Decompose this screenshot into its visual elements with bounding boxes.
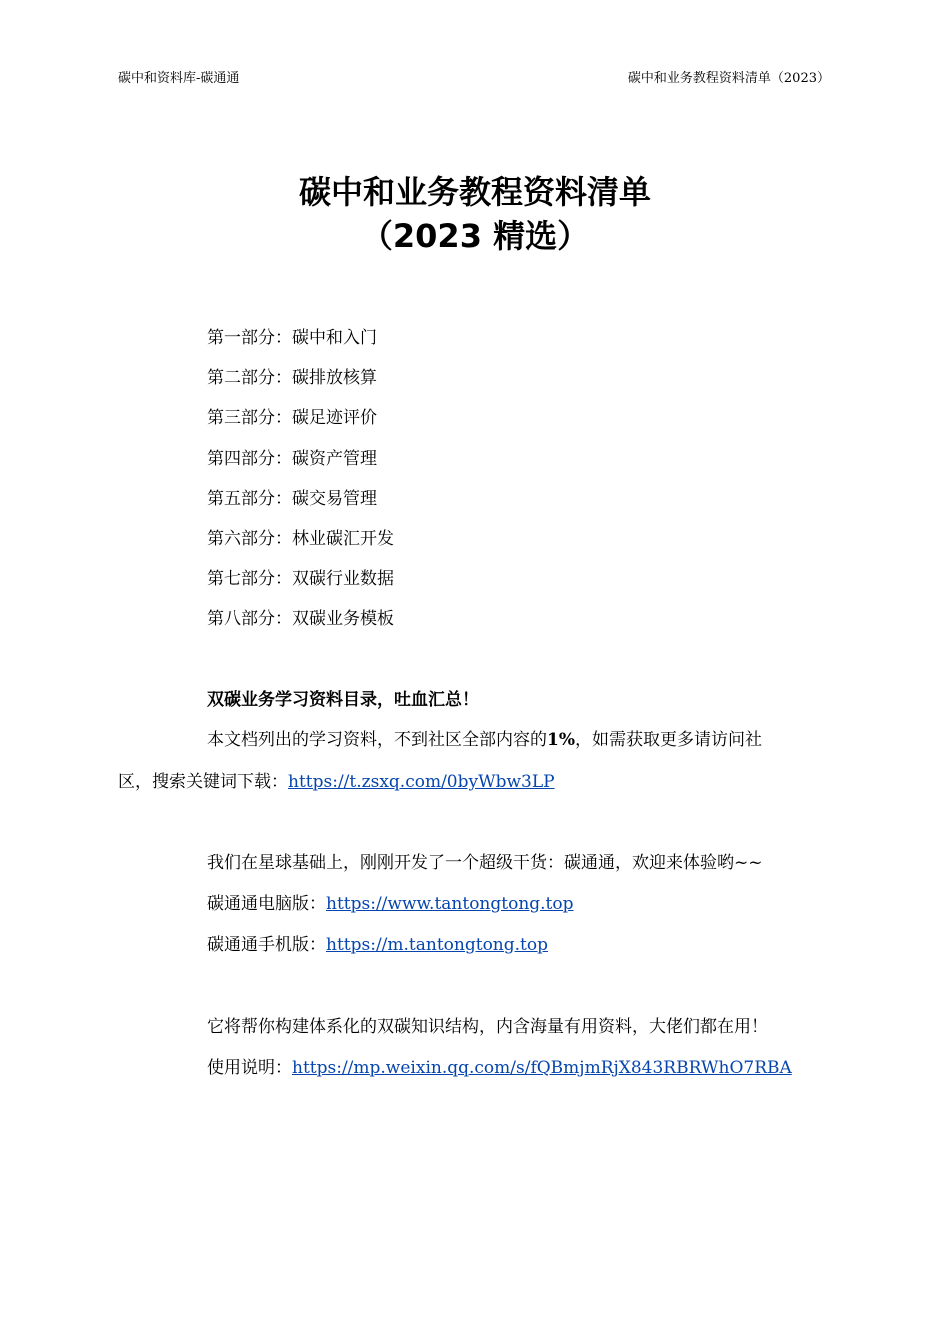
tantong-section bbox=[118, 851, 834, 957]
intro-text-after: ，如需获取更多请访问社 bbox=[574, 730, 762, 750]
toc-item-8: 第八部分：双碳业务模板 bbox=[207, 609, 394, 630]
page-header-left: 碳中和资料库-碳通通 bbox=[118, 71, 240, 86]
intro-percent: 1% bbox=[547, 730, 575, 750]
tantong-mobile-label: 碳通通手机版： bbox=[207, 935, 326, 955]
intro-text-before: 本文档列出的学习资料，不到社区全部内容的 bbox=[207, 730, 547, 750]
page-header-right: 碳中和业务教程资料清单（2023） bbox=[627, 71, 830, 86]
tantong-pc-link[interactable]: https://www.tantongtong.top bbox=[326, 894, 574, 914]
toc-item-1: 第一部分：碳中和入门 bbox=[207, 328, 377, 348]
intro-line2-prefix: 区，搜索关键词下载： bbox=[118, 772, 288, 792]
toc-item-3: 第三部分：碳足迹评价 bbox=[207, 408, 377, 429]
tantong-mobile-line bbox=[118, 933, 834, 957]
toc-item-4: 第四部分：碳资产管理 bbox=[207, 448, 377, 469]
toc-item-5: 第五部分：碳交易管理 bbox=[207, 488, 377, 509]
document-title bbox=[0, 170, 950, 258]
usage-link[interactable]: https://mp.weixin.qq.com/s/fQBmjmRjX843RBRWhO7RBA bbox=[292, 1058, 792, 1078]
intro-heading: 双碳业务学习资料目录，吐血汇总！ bbox=[207, 690, 479, 710]
title-line-1: 碳中和业务教程资料清单 bbox=[298, 173, 651, 211]
toc-item-2: 第二部分：碳排放核算 bbox=[207, 368, 377, 389]
intro-section bbox=[118, 688, 834, 794]
tantong-mobile-link[interactable]: https://m.tantongtong.top bbox=[326, 935, 548, 955]
tantong-pc-line bbox=[118, 892, 834, 933]
tantong-intro: 我们在星球基础上，刚刚开发了一个超级干货：碳通通，欢迎来体验哟~~ bbox=[207, 853, 763, 873]
usage-label: 使用说明： bbox=[207, 1058, 292, 1078]
title-line-2: （2023 精选） bbox=[360, 217, 590, 255]
closing-text: 它将帮你构建体系化的双碳知识结构，内含海量有用资料，大佬们都在用！ bbox=[207, 1017, 768, 1037]
table-of-contents bbox=[207, 326, 394, 648]
toc-item-6: 第六部分：林业碳汇开发 bbox=[207, 528, 394, 549]
community-link[interactable]: https://t.zsxq.com/0byWbw3LP bbox=[288, 772, 555, 792]
intro-paragraph-line-2 bbox=[118, 770, 834, 794]
toc-item-7: 第七部分：双碳行业数据 bbox=[207, 569, 394, 590]
intro-paragraph-line-1 bbox=[118, 728, 834, 770]
usage-line bbox=[118, 1056, 834, 1080]
tantong-pc-label: 碳通通电脑版： bbox=[207, 894, 326, 914]
closing-section bbox=[118, 1015, 834, 1080]
